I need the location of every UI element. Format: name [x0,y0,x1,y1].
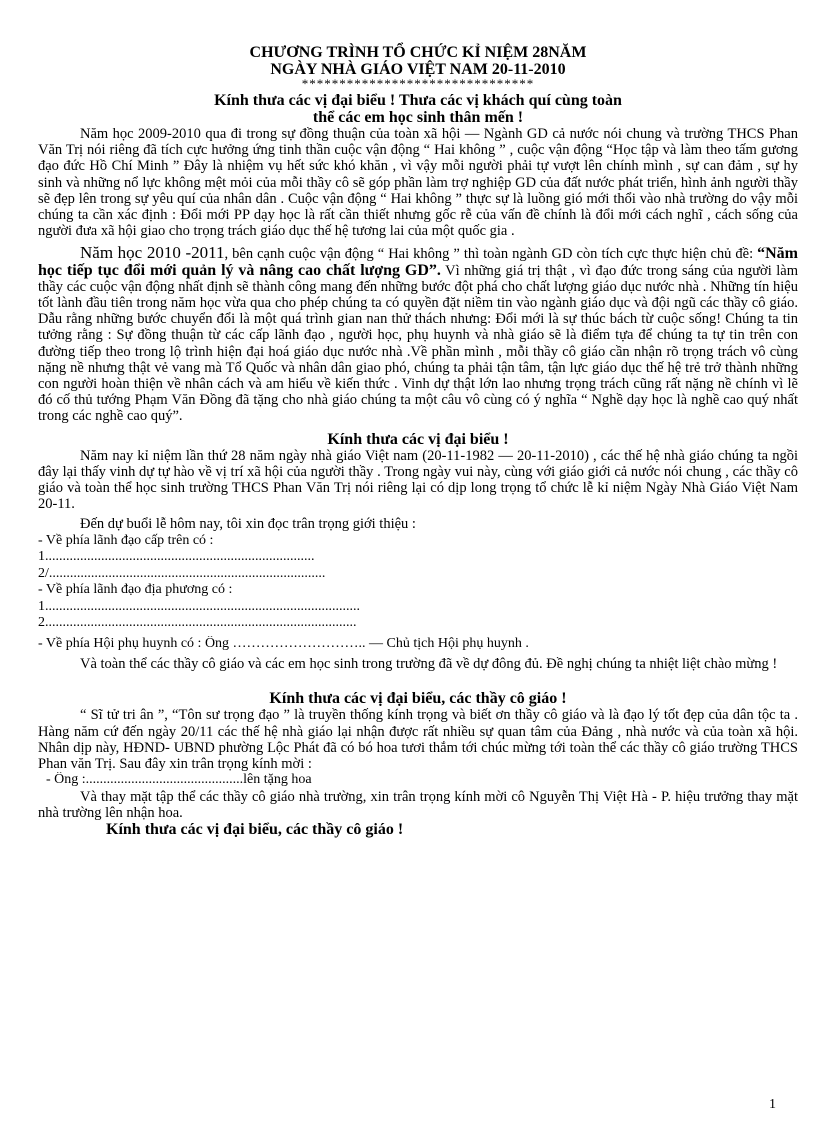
doc-title-line2: NGÀY NHÀ GIÁO VIỆT NAM 20-11-2010 [270,61,566,78]
greeting-heading-4: Kính thưa các vị đại biểu, các thầy cô giáo ! [106,821,404,839]
paragraph-1: Năm học 2009-2010 qua đi trong sự đồng thuận của toàn xã hội — Ngành GD cả nước nói chung và trường THCS Phan Văn Trị nói riêng đã tích cực hưởng ứng tinh thần cuộc vận động “ Hai không ” , cuộc vận động “Học tập và làm theo tấm gương đạo đức Hồ Chí Minh ” Đây là nhiệm vụ hết sức khó khăn , vì vậy mỗi người phải tự vượt lên chính mình , sự can đảm , sự hy sinh và những nổ lực không mệt mỏi của mỗi thầy cô sẽ góp phần làm trợ nghiệp GD của đất nước phát triển, hình ảnh người thầy sẽ đẹp lên trong sự yêu quí của nhân dân . Cuộc vận động “ Hai không ” thực sự là luồng gió mới thổi vào nhà trường do vậy mỗi chúng ta cần xác định : Đổi mới PP dạy học là rất cần thiết nhưng gốc rễ của vấn đề chính là đổi mới cách nghĩ , cách sống của người đưa xã hội giao cho trọng trách giáo dục thế hệ tương lai của một quốc gia . [38,126,798,240]
stars-divider: ******************************* [301,76,535,91]
greeting-heading-1b: thể các em học sinh thân mến ! [312,109,524,126]
list-item-leader-2: 2/............................................................................... [38,565,326,581]
intro-line: Đến dự buổi lễ hôm nay, tôi xin đọc trân trọng giới thiệu : [80,516,416,533]
school-year-lead: Năm học 2010 -2011 [80,243,225,263]
paragraph-4: “ Sĩ tử tri ân ”, “Tôn sư trọng đạo ” là truyền thống kính trọng và biết ơn thầy cô giáo và là đạo lý tốt đẹp của dân tộc ta . Hàng năm cứ đến ngày 20/11 các thế hệ nhà giáo lại nhận được rất nhiều sự quan tâm của Đảng , nhà nước và của toàn xã hội. Nhân dịp này, HĐND- UBND phường Lộc Phát đã có bó hoa tươi thắm tới chúc mừng tới toàn thể các thầy cô giáo trường THCS Phan văn Trị. Sau đây xin trân trọng kính mời : [38,707,798,772]
list-item-local: - Về phía lãnh đạo địa phương có : [38,582,233,598]
theme-quote: “Năm học tiếp tục đổi mới quản lý và nâng cao chất lượng GD”. [38,245,799,279]
list-item-local-2: 2......................................................................................... [38,615,357,631]
greeting-heading-1: Kính thưa các vị đại biểu ! Thưa các vị khách quí cùng toàn [214,92,622,109]
list-item-parents: - Về phía Hội phụ huynh có : Ông ……………………….. — Chủ tịch Hội phụ huynh . [38,635,529,651]
greeting-heading-2: Kính thưa các vị đại biểu ! [327,430,509,448]
list-item-leaders: - Về phía lãnh đạo cấp trên có : [38,532,214,548]
document-page [38,44,798,838]
list-item-local-1: 1.......................................................................................... [38,598,360,614]
welcome-paragraph: Và toàn thể các thầy cô giáo và các em học sinh trong trường đã về dự đông đủ. Đề nghị chúng ta nhiệt liệt chào mừng ! [80,656,778,673]
greeting-heading-3: Kính thưa các vị đại biểu, các thầy cô giáo ! [269,690,567,708]
list-item-leader-1: 1............................................................................. [38,549,315,565]
paragraph-2-part2: Vì những giá trị thật , vì đạo đức trong sáng của người làm thầy các cuộc vận động nhất định sẽ thành công mang đến những bước đột phá cho chất lượng giáo dục nước nhà . Những tín hiệu tốt lành đầu tiên trong năm học vừa qua cho phép chúng ta có quyền đặt niềm tin vào ngành giáo dục và đội ngũ các thầy cô giáo. Dẫu rằng những bước chuyển đổi là một quá trình gian nan thử thách nhưng: Đổi mới là sự thúc bách từ cuộc sống! Chúng ta tin tưởng rằng : Sự đồng thuận từ các cấp lãnh đạo , người học, phụ huynh và nhà giáo sẽ là điểm tựa để chúng ta tự tin trên con đường tiếp theo trong lộ trình hiện đại hoá giáo dục nước nhà .Về phần mình , mỗi thầy cô giáo cần nhận rõ trọng trách vô cùng nặng nề nhưng thật vẻ vang mà Tổ Quốc và nhân dân giao phó, chúng ta phải tận tâm, tận lực giáo dục thế hệ trẻ trở thành những con người hoàn thiện về nhân cách và am hiểu về kiến thức . Vinh dự thật lớn lao nhưng trọng trách cũng rất nặng nề chính vì lẽ đó cố thủ tướng Phạm Văn Đồng đã tặng cho nhà giáo chúng ta một câu vô cùng có ý nghĩa “ Nghề dạy học là nghề cao quý nhất trong các nghề cao quý”. [38,262,799,425]
doc-title-line1: CHƯƠNG TRÌNH TỔ CHỨC KỈ NIỆM 28NĂM [249,44,587,61]
paragraph-5: Và thay mặt tập thể các thầy cô giáo nhà trường, xin trân trọng kính mời cô Nguyễn Thị Việt Hà - P. hiệu trưởng thay mặt nhà trường lên nhận hoa. [38,788,798,821]
paragraph-2-part1: , bên cạnh cuộc vận động “ Hai không ” thì toàn ngành GD còn tích cực thực hiện chủ đề: [224,246,758,263]
paragraph-3: Năm nay kỉ niệm lần thứ 28 năm ngày nhà giáo Việt nam (20-11-1982 — 20-11-2010) , các thế hệ nhà giáo chúng ta ngồi đây lại thấy vinh dự tự hào về vị trí xã hội của người thầy . Trong ngày vui này, cùng với giáo giới cả nước nói chung , các thầy cô giáo và toàn thể học sinh trường THCS Phan Văn Trị nói riêng lại có dịp long trọng tổ chức lễ kỉ niệm Ngày Nhà Giáo Việt Nam 20-11. [38,447,798,513]
page-number: 1 [769,1097,776,1112]
flower-presenter-line: - Ông :.............................................lên tặng hoa [46,772,312,788]
paragraph-2 [38,245,798,424]
